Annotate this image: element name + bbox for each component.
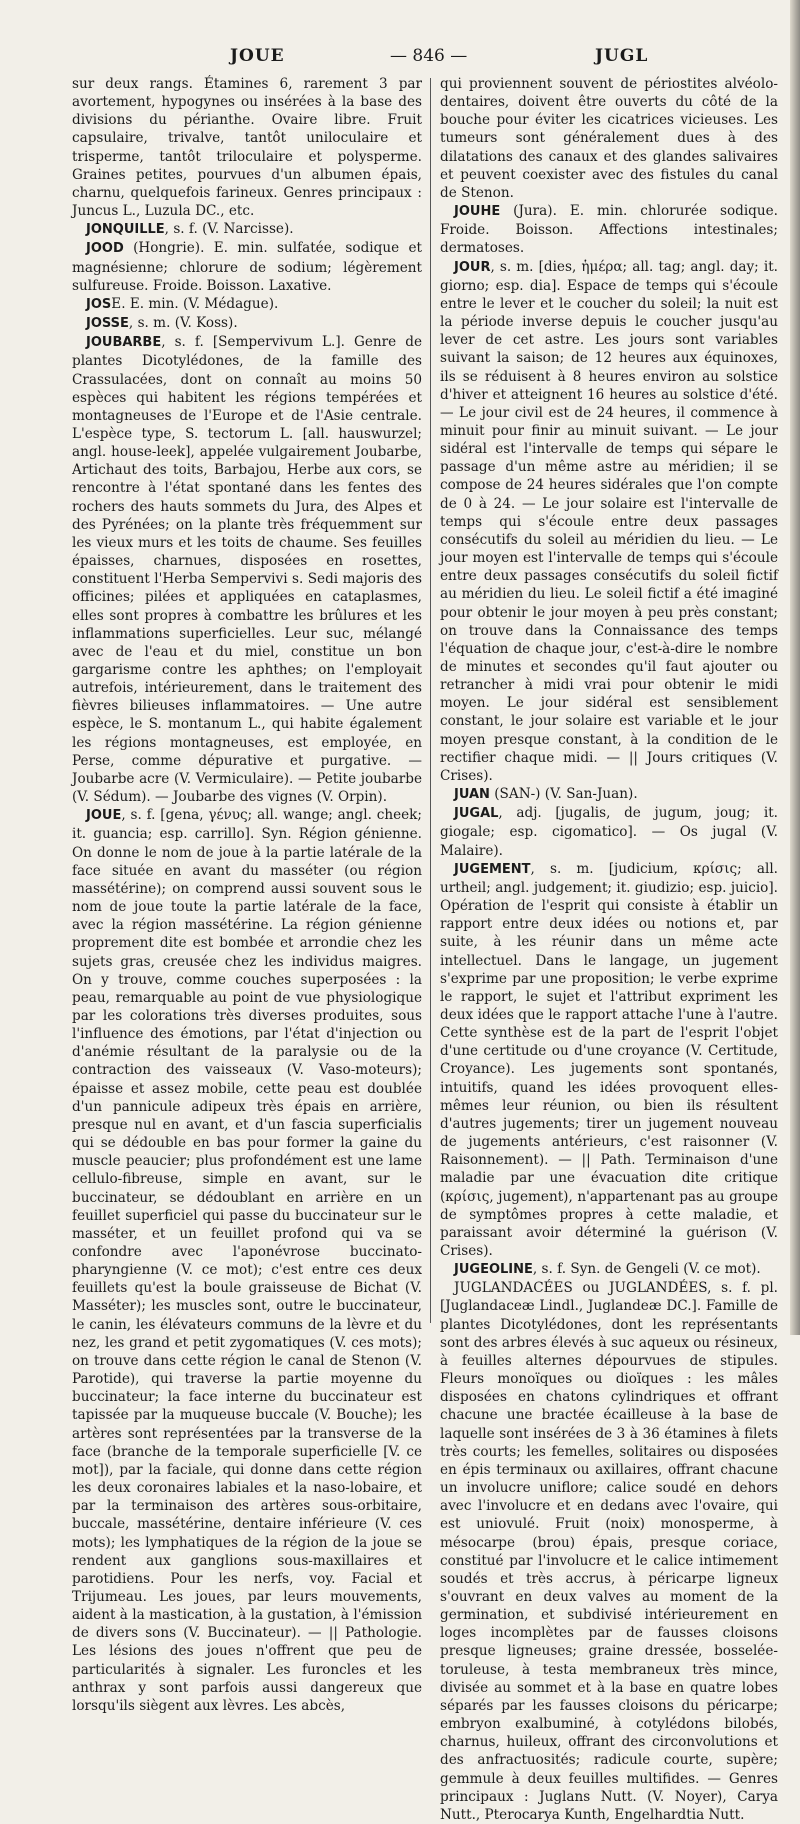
headword: JOS	[86, 296, 112, 312]
header-right-guide-word: JUGL	[595, 46, 649, 66]
headword: JONQUILLE	[86, 222, 165, 238]
entry-jouhe: JOUHE (Jura). E. min. chlorurée sodique. Froide. Boisson. Affections intestinales; dermatoses.	[440, 203, 778, 257]
left-column	[72, 75, 422, 1714]
headword: JOOD	[86, 241, 124, 257]
headword: JUGEMENT	[454, 861, 531, 877]
entry-jour: JOUR, s. m. [dies, ἡμέρα; all. tag; angl. day; it. giorno; esp. dia]. Espace de temps qui s'écoule entre le lever et le coucher du soleil; la nuit est la période inverse depuis le coucher jusqu'au lever de cet astre. Les jours sont variables suivant la saison; de 12 heures aux équinoxes, ils se réduisent à 8 heures environ au solstice d'hiver et atteignent 16 heures au solstice d'été. — Le jour civil est de 24 heures, il commence à minuit pour finir au minuit suivant. — Le jour sidéral est l'intervalle de temps qui sépare le passage d'un même astre au méridien; il se compose de 24 heures sidérales que l'on compte de 0 à 24. — Le jour solaire est l'intervalle de temps qui s'écoule entre deux passages consécutifs du soleil au méridien du lieu. — Le jour moyen est l'intervalle de temps qui s'écoule entre deux passages consécutifs du soleil fictif au méridien du lieu. Le soleil fictif a été imaginé pour obtenir le jour moyen à peu près constant; on trouve dans la Connaissance des temps l'équation de chaque jour, c'est-à-dire le nombre de minutes et secondes qu'il faut ajouter ou retrancher à midi vrai pour obtenir le midi moyen. Le jour sidéral est sensiblement constant, le jour solaire est variable et le jour moyen presque constant, à la condition de le rectifier chaque midi. — || Jours critiques (V. Crises).	[440, 258, 778, 784]
header-left-guide-word: JOUE	[230, 46, 285, 66]
entry-jonquille: JONQUILLE, s. f. (V. Narcisse).	[86, 221, 294, 238]
entry-jugeoline: JUGEOLINE, s. f. Syn. de Gengeli (V. ce mot).	[454, 1261, 761, 1278]
entry-jugement: JUGEMENT, s. m. [judicium, κρίσις; all. urtheil; angl. judgement; it. giudizio; esp. juicio]. Opération de l'esprit qui consiste à établir un rapport entre deux idées ou notions et, par suite, à les réunir dans un même acte intellectuel. Dans le langage, un jugement s'exprime par une proposition; le verbe exprime le rapport, le sujet et l'attribut expriment les deux idées que le rapport attache l'une à l'autre. Cette synthèse est de la part de l'esprit l'objet d'une certitude ou d'une croyance (V. Certitude, Croyance). Les jugements sont spontanés, intuitifs, quand les idées provoquent elles-mêmes leur réunion, ou bien ils résultent d'autres jugements; tirer un jugement nouveau de jugements antérieurs, c'est raisonner (V. Raisonnement). — || Path. Terminaison d'une maladie par une évacuation dite critique (κρίσις, jugement), n'appartenant pas au groupe de symptômes propres à cette maladie, et paraissant avoir déterminé la guérison (V. Crises).	[440, 860, 778, 1259]
entry-joubarbe: JOUBARBE, s. f. [Sempervivum L.]. Genre de plantes Dicotylédones, de la famille des Crassulacées, dont on connaît au moins 50 espèces qui habitent les régions tempérées et montagneuses de l'Europe et de l'Asie centrale. L'espèce type, S. tectorum L. [all. hauswurzel; angl. house-leek], appelée vulgairement Joubarbe, Artichaut des toits, Barbajou, Herbe aux cors, se rencontre à l'état spontané dans les fentes des rochers des hauts sommets du Jura, des Alpes et des Pyrénées; on la plante très fréquemment sur les vieux murs et les toits de chaume. Ses feuilles épaisses, charnues, disposées en rosettes, constituent l'Herba Sempervivi s. Sedi majoris des officines; pilées et appliquées en cataplasmes, elles sont propres à combattre les brûlures et les inflammations superficielles. Leur suc, mélangé avec de l'eau et du miel, constitue un bon gargarisme contre les aphthes; on l'employait autrefois, intérieurement, dans le traitement des fièvres bilieuses inflammatoires. — Une autre espèce, le S. montanum L., qui habite également les régions montagneuses, est employée, en Perse, comme dépurative et purgative. — Joubarbe acre (V. Vermiculaire). — Petite joubarbe (V. Sédum). — Joubarbe des vignes (V. Orpin).	[72, 334, 422, 806]
headword: JOUBARBE	[86, 335, 162, 351]
page-number: — 846 —	[390, 46, 468, 66]
headword: JOUR	[454, 259, 491, 275]
entry-jood: JOOD (Hongrie). E. min. sulfatée, sodique et magnésienne; chlorure de sodium; légèrement sulfureuse. Froide. Boisson. Laxative.	[72, 240, 422, 294]
headword: JUGEOLINE	[454, 1262, 533, 1278]
page-edge-shadow	[790, 0, 800, 1335]
headword: JOSSE	[86, 316, 129, 332]
entry-jose: JOSE. E. min. (V. Médague).	[86, 295, 279, 312]
headword: JUAN	[454, 787, 490, 803]
entry-juglandacees: JUGLANDACÉES ou JUGLANDÉES, s. f. pl. [Juglandaceæ Lindl., Juglandeæ DC.]. Famille de plantes Dicotylédones, dont les représentants sont des arbres élevés à suc aqueux ou résineux, à feuilles alternes dépourvues de stipules. Fleurs monoïques ou dioïques : les mâles disposées en chatons cylindriques et offrant chacune une bractée écailleuse à la base de laquelle sont insérées de 3 à 36 étamines à filets très courts; les femelles, solitaires ou disposées en épis terminaux ou axillaires, offrant chacune un involucre uniflore; calice soudé en dehors avec l'involucre et en dedans avec l'ovaire, qui est uniovulé. Fruit (noix) monosperme, à mésocarpe (brou) épais, presque coriace, constitué par l'involucre et le calice intimement soudés et très accrus, à péricarpe ligneux s'ouvrant en deux valves au moment de la germination, et subdivisé intérieurement en loges incomplètes par de fausses cloisons presque ligneuses; graine dressée, bosselée-toruleuse, à testa membraneux très mince, divisée au sommet et à la base en quatre lobes séparés par les fausses cloisons du péricarpe; embryon exalbuminé, à cotylédons bilobés, charnus, huileux, offrant des circonvolutions et des anfractuosités; radicule courte, supère; gemmule à deux feuilles multifides. — Genres principaux : Juglans Nutt. (V. Noyer), Carya Nutt., Pterocarya Kunth, Engelhardtia Nutt.	[440, 1280, 778, 1823]
entry-paragraph: sur deux rangs. Étamines 6, rarement 3 par avortement, hypogynes ou insérées à la base des divisions du périanthe. Ovaire libre. Fruit capsulaire, trivalve, tantôt uniloculaire et trisperme, tantôt triloculaire et polysperme. Graines petites, pourvues d'un albumen épais, charnu, quelquefois farineux. Genres principaux : Juncus L., Luzula DC., etc.	[72, 76, 422, 220]
column-divider	[430, 78, 431, 1323]
entry-jugal: JUGAL, adj. [jugalis, de jugum, joug; it. giogale; esp. cigomatico]. — Os jugal (V. Malaire).	[440, 805, 778, 859]
entry-josse: JOSSE, s. m. (V. Koss).	[86, 315, 238, 332]
running-header	[70, 42, 780, 72]
entry-paragraph: qui proviennent souvent de périostites alvéolo-dentaires, doivent être ouverts du côté de la bouche pour éviter les cicatrices vicieuses. Les tumeurs sont généralement dues à des dilatations des canaux et des glandes salivaires et peuvent coexister avec des fistules du canal de Stenon.	[440, 76, 778, 201]
entry-juan: JUAN (SAN-) (V. San-Juan).	[454, 786, 638, 803]
headword: JUGAL	[454, 806, 499, 822]
right-column	[440, 75, 778, 1823]
entry-joue: JOUE, s. f. [gena, γένυς; all. wange; angl. cheek; it. guancia; esp. carrillo]. Syn. Région génienne. On donne le nom de joue à la partie latérale de la face située en avant du masséter (ou région massétérine); on comprend aussi souvent sous le nom de joue toute la partie latérale de la face, avec la région massétérine. La région génienne proprement dite est bombée et arrondie chez les sujets gras, creusée chez les individus maigres. On y trouve, comme couches superposées : la peau, remarquable au point de vue physiologique par les colorations très diverses produites, sous l'influence des émotions, par l'état d'injection ou d'anémie résultant de la paralysie ou de la contraction des vaisseaux (V. Vaso-moteurs); épaisse et assez mobile, cette peau est doublée d'un pannicule adipeux très épais en arrière, presque nul en avant, et d'un fascia superficialis qui se dédouble en bas pour former la gaine du muscle peaucier; plus profondément est une lame cellulo-fibreuse, simple en avant, sur le buccinateur, se dédoublant en arrière en un feuillet superficiel qui passe du buccinateur sur le masséter, et un feuillet profond qui va se confondre avec l'aponévrose buccinato-pharyngienne (V. ce mot); c'est entre ces deux feuillets qu'est la boule graisseuse de Bichat (V. Masséter); les muscles sont, outre le buccinateur, le canin, les élévateurs communs de la lèvre et du nez, les grand et petit zygomatiques (V. ces mots); on trouve dans cette région le canal de Stenon (V. Parotide), qui traverse la partie moyenne du buccinateur; la face interne du buccinateur est tapissée par la muqueuse buccale (V. Bouche); les artères sont représentées par la transverse de la face (branche de la temporale superficielle [V. ce mot]), par la faciale, qui donne dans cette région les deux coronaires labiales et la naso-lobaire, et par la terminaison des artères sous-orbitaire, buccale, massétérine, dentaire inférieure (V. ces mots); les lymphatiques de la région de la joue se rendent aux ganglions sous-maxillaires et parotidiens. Pour les nerfs, voy. Facial et Trijumeau. Les joues, par leurs mouvements, aident à la mastication, à la gustation, à l'émission de divers sons (V. Buccinateur). — || Pathologie. Les lésions des joues n'offrent que peu de particularités à signaler. Les furoncles et les anthrax y sont parfois aussi dangereux que lorsqu'ils siègent aux lèvres. Les abcès,	[72, 807, 422, 1714]
headword: JOUHE	[454, 204, 501, 220]
headword: JOUE	[86, 808, 122, 824]
